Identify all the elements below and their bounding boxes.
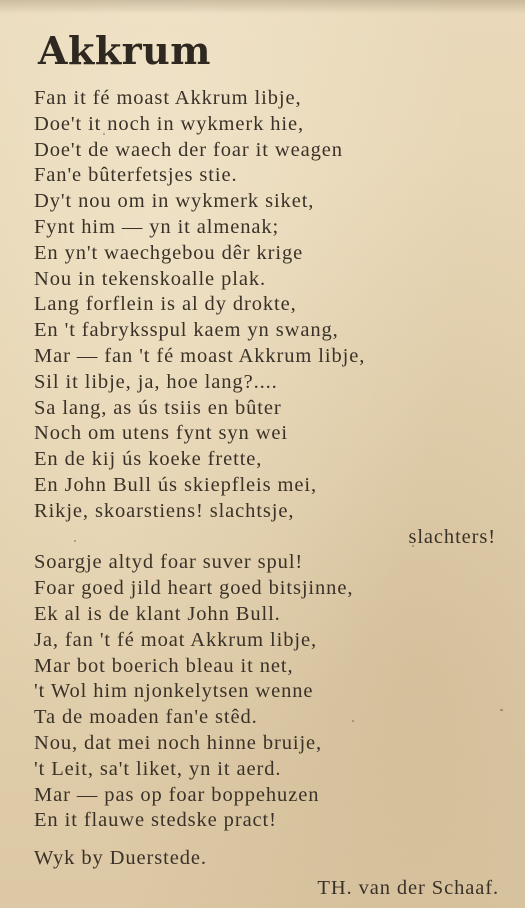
poem-line: Mar bot boerich bleau it net, xyxy=(34,654,294,677)
poem-line: En de kij ús koeke frette, xyxy=(34,448,263,471)
poem-line: 't Wol him njonkelytsen wenne xyxy=(34,680,314,703)
bleed-through-strip xyxy=(0,0,525,14)
poem-line: Mar — fan 't fé moast Akkrum libje, xyxy=(34,344,366,367)
paper-speck xyxy=(352,720,354,722)
poem-line: En John Bull ús skiepfleis mei, xyxy=(34,473,317,496)
poem-line: Ta de moaden fan'e stêd. xyxy=(34,706,258,729)
poem-title: Akkrum xyxy=(38,28,211,73)
poem-line: Doe't de waech der foar it weagen xyxy=(34,138,343,161)
poem-line-continuation: slachters! xyxy=(408,525,496,548)
paper-speck xyxy=(500,709,503,711)
poem-line: Sil it libje, ja, hoe lang?.... xyxy=(34,370,278,393)
poem-line: En 't fabryksspul kaem yn swang, xyxy=(34,319,339,342)
place-line: Wyk by Duerstede. xyxy=(34,847,207,869)
poem-line: En yn't waechgebou dêr krige xyxy=(34,241,304,264)
poem-line: Fynt him — yn it almenak; xyxy=(34,215,280,238)
poem-line: Dy't nou om in wykmerk siket, xyxy=(34,190,315,213)
poem-line: Doe't it noch in wykmerk hie, xyxy=(34,112,305,135)
poem-line: Fan'e bûterfetsjes stie. xyxy=(34,164,238,187)
poem-line: Fan it fé moast Akkrum libje, xyxy=(34,87,302,109)
poem-line: Sa lang, as ús tsiis en bûter xyxy=(34,396,282,419)
poem-line: Rikje, skoarstiens! slachtsje, xyxy=(34,499,295,522)
paper-speck xyxy=(74,540,76,542)
poem-line: Ja, fan 't fé moat Akkrum libje, xyxy=(34,628,317,651)
poem-line: Noch om utens fynt syn wei xyxy=(34,422,288,445)
paper-speck xyxy=(103,133,105,135)
poem-line: Nou in tekenskoalle plak. xyxy=(34,267,267,290)
poem-line: En it flauwe stedske pract! xyxy=(34,809,277,832)
poem-line: Lang forflein is al dy drokte, xyxy=(34,293,297,316)
poem-line: Mar — pas op foar boppehuzen xyxy=(34,783,320,806)
poem-line: 't Leit, sa't liket, yn it aerd. xyxy=(34,757,282,780)
poem-line: Nou, dat mei noch hinne bruije, xyxy=(34,731,323,754)
poem-line: Foar goed jild heart goed bitsjinne, xyxy=(34,577,354,600)
poem-line: Ek al is de klant John Bull. xyxy=(34,602,281,625)
author-signature: TH. van der Schaaf. xyxy=(317,877,499,899)
paper-speck xyxy=(412,545,414,547)
poem-body xyxy=(0,86,525,834)
poem-line: Soargje altyd foar suver spul! xyxy=(34,551,304,574)
